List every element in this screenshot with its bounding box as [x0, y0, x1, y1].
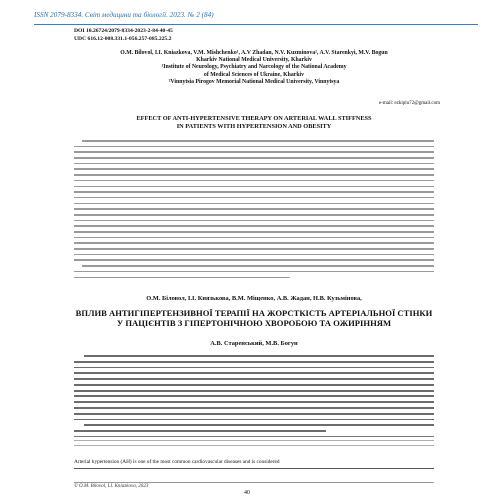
text-line	[74, 163, 434, 165]
english-title-line1: EFFECT OF ANTI-HYPERTENSIVE THERAPY ON ARTERIAL WALL STIFFNESS	[136, 115, 372, 122]
text-line	[74, 168, 434, 170]
authors-affiliations	[74, 50, 434, 86]
text-line	[82, 265, 434, 267]
text-line	[74, 214, 434, 216]
text-line	[74, 151, 434, 153]
text-line	[74, 384, 434, 386]
english-abstract	[74, 140, 434, 282]
text-line	[74, 180, 434, 182]
affiliation-3: ²Vinnytsia Pirogov Memorial National Medical University, Vinnytsya	[168, 78, 340, 85]
ukrainian-authors-2: А.В. Старенський, М.В. Богун	[210, 340, 298, 347]
text-line	[74, 390, 434, 392]
affiliation-1: Kharkiv National Medical University, Kharkiv	[196, 57, 312, 64]
text-line	[74, 440, 434, 441]
introduction	[74, 459, 434, 473]
text-line	[74, 419, 434, 421]
text-line	[74, 191, 434, 193]
text-line	[74, 231, 434, 233]
udc: UDC 616.12-008.331.1-056.257-085.225.2	[74, 36, 172, 42]
text-line	[74, 197, 434, 199]
text-line	[74, 225, 434, 227]
text-line	[74, 407, 434, 409]
text-line	[84, 355, 434, 357]
text-line	[84, 424, 434, 426]
english-title	[74, 115, 434, 130]
english-title-line2: IN PATIENTS WITH HYPERTENSION AND OBESITY	[176, 122, 332, 130]
contact-email: e-mail: ezkiplu72@gmail.com	[379, 101, 440, 106]
footer-rule	[74, 482, 434, 483]
text-line	[74, 146, 434, 148]
text-line	[74, 367, 434, 369]
text-line	[74, 242, 434, 244]
text-line	[74, 186, 434, 188]
text-line	[74, 445, 434, 446]
text-line	[74, 237, 434, 239]
text-line	[74, 430, 326, 432]
text-line	[74, 361, 434, 363]
ukrainian-abstract	[74, 355, 434, 436]
ukrainian-title-line2: У ПАЦІЄНТІВ З ГІПЕРТОНІЧНОЮ ХВОРОБОЮ ТА ОЖИРІННЯМ	[116, 317, 392, 328]
header-rule	[34, 24, 478, 25]
text-line	[74, 248, 434, 250]
authors-line: O.M. Bilovol, I.I. Kniazkova, V.M. Mishchenko¹, A.V Zhadan, N.V. Kuzminova², A.V. Starenkyi, M.V. Bogun	[120, 50, 388, 56]
text-line	[74, 395, 434, 397]
text-line	[74, 203, 434, 205]
ukrainian-title	[74, 309, 434, 328]
text-line	[74, 220, 434, 222]
text-line	[74, 401, 434, 403]
page-number: 40	[244, 490, 250, 496]
text-line	[74, 174, 434, 176]
ukrainian-authors: О.М. Біловол, І.І. Князькова, В.М. Міщенко, А.В. Жадан, Н.В. Кузьмінова,	[146, 295, 362, 302]
intro-line1: Arterial hypertension (AH) is one of the most common cardiovascular diseases and is considered	[74, 459, 280, 465]
funding-footnote	[74, 440, 434, 450]
text-line	[74, 468, 434, 470]
copyright: © O.M. Bilovol, I.I. Kniazkova, 2023	[74, 484, 149, 489]
text-line	[74, 254, 434, 256]
text-line	[74, 271, 434, 273]
text-line	[74, 378, 434, 380]
journal-header: ISSN 2079-8334. Світ медицини та біології. 2023. № 2 (84)	[34, 11, 214, 19]
text-line	[74, 413, 434, 415]
text-line	[82, 140, 434, 142]
affiliation-2b: of Medical Sciences of Ukraine, Kharkiv	[203, 71, 305, 78]
text-line	[74, 157, 434, 159]
text-line	[74, 372, 434, 374]
ukrainian-title-line1: ВПЛИВ АНТИГІПЕРТЕНЗИВНОЇ ТЕРАПІЇ НА ЖОРСТКІСТЬ АРТЕРІАЛЬНОЇ СТІНКИ	[75, 308, 433, 318]
doi: DOI 10.26724/2079-8334-2023-2-84-40-45	[74, 28, 173, 34]
footnote-rule	[74, 436, 434, 437]
text-line	[74, 277, 290, 279]
text-line	[74, 259, 434, 261]
text-line	[74, 208, 434, 210]
affiliation-2a: ¹Institute of Neurology, Psychiatry and Narcology of the National Academy	[161, 64, 347, 71]
